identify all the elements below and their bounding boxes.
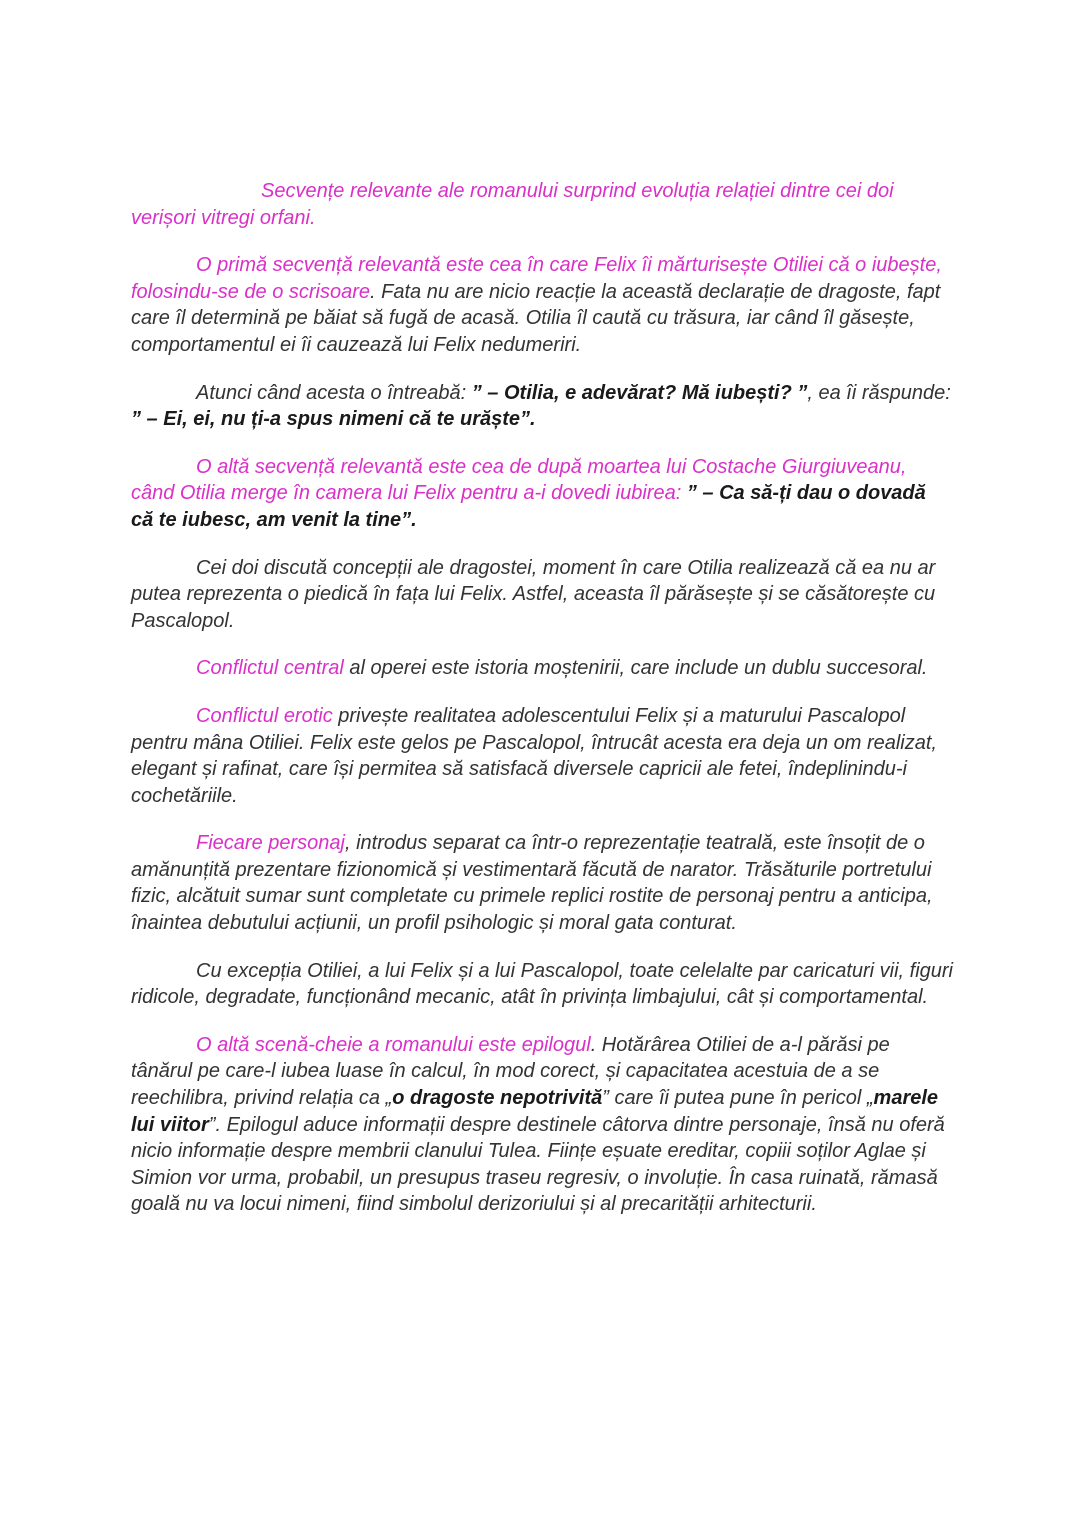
paragraph-love-concepts <box>131 555 953 635</box>
paragraph-central-conflict <box>131 655 953 682</box>
text-segment: , introdus separat ca într-o reprezentație teatrală, este însoțit de o amănunțită prezentare fizionomică și vestimentară făcută de narator. Trăsăturile portretului fizic, alcătuit sumar sunt completate cu primele replici rostite de personaj pentru a anticipa, înaintea debutului acțiunii, un profil psihologic și moral gata conturat. <box>131 832 933 935</box>
paragraph-dialogue <box>131 380 953 433</box>
text-segment: ”. Epilogul aduce informații despre destinele câtorva dintre personaje, însă nu oferă nicio informație despre membrii clanului Tulea. Ființe eșuate ereditar, copiii soților Aglae și Simion vor urma, probabil, un presupus traseu regresiv, o involuție. În casa ruinată, rămasă goală nu va locui nimeni, fiind simbolul derizoriului și al precarității arhitecturii. <box>131 1113 945 1216</box>
quote-great-future: marele lui viitor <box>131 1087 939 1136</box>
text-segment: , ea îi răspunde: <box>807 381 951 404</box>
text-segment: . Fata nu are nicio reacție la această declarație de dragoste, fapt care îl determină pe băiat să fugă de acasă. Otilia îl caută cu trăsura, iar când îl găsește, comportamentul ei îi cauzează lui Felix nedumeriri. <box>131 280 941 356</box>
paragraph-intro <box>131 178 953 231</box>
document-body <box>131 178 953 1239</box>
paragraph-first-sequence <box>131 252 953 358</box>
quote-proof: ” – Ca să-ți dau o dovadă că te iubesc, am venit la tine”. <box>131 482 926 531</box>
term-epilogue: O altă scenă-cheie a romanului este epilogul <box>196 1033 591 1056</box>
quote-question: ” – Otilia, e adevărat? Mă iubești? ” <box>471 381 808 404</box>
text-segment: Secvențe relevante ale romanului surprind evoluția relației dintre cei doi verișori vitregi orfani. <box>131 180 894 229</box>
text-segment: Cei doi discută concepții ale dragostei, moment în care Otilia realizează că ea nu ar putea reprezenta o piedică în fața lui Felix. Astfel, aceasta îl părăsește și se căsătorește cu Pascalopol. <box>131 556 936 632</box>
term-central-conflict: Conflictul central <box>196 657 344 680</box>
paragraph-characters <box>131 830 953 936</box>
text-segment: privește realitatea adolescentului Felix și a maturului Pascalopol pentru mâna Otiliei. Felix este gelos pe Pascalopol, întrucât acesta era deja un om realizat, elegant și rafinat, care își permitea să satisfacă diversele capricii ale fetei, îndeplinindu-i cochetăriile. <box>131 704 937 807</box>
quote-unsuitable-love: o dragoste nepotrivită <box>392 1087 603 1110</box>
text-segment: ” care îi putea pune în pericol „ <box>602 1087 874 1110</box>
text-segment: Cu excepția Otiliei, a lui Felix și a lui Pascalopol, toate celelalte par caricaturi vii, figuri ridicole, degradate, funcționând mecanic, atât în privința limbajului, cât și comportamental. <box>131 959 954 1009</box>
quote-answer: ” – Ei, ei, nu ți-a spus nimeni că te urăște”. <box>131 408 536 431</box>
text-segment: O primă secvență relevantă este cea în care Felix îi mărturisește Otiliei că o iubește, folosindu-se de o scrisoare <box>131 254 942 303</box>
text-segment: . Hotărârea Otiliei de a-l părăsi pe tânărul pe care-l iubea luase în calcul, în mod corect, și capacitatea acestuia de a se reechilibra, privind relația ca „ <box>131 1033 890 1110</box>
text-segment: O altă secvență relevantă este cea de după moartea lui Costache Giurgiuveanu, când Otilia merge în camera lui Felix pentru a-i dovedi iubirea: <box>131 455 907 505</box>
paragraph-erotic-conflict <box>131 703 953 809</box>
text-segment: al operei este istoria moștenirii, care include un dublu succesoral. <box>343 657 928 680</box>
paragraph-epilogue <box>131 1032 953 1218</box>
term-erotic-conflict: Conflictul erotic <box>196 704 333 727</box>
text-segment: Atunci când acesta o întreabă: <box>196 381 472 404</box>
paragraph-caricatures <box>131 958 953 1011</box>
paragraph-second-sequence <box>131 454 953 534</box>
term-character: Fiecare personaj <box>196 832 345 855</box>
